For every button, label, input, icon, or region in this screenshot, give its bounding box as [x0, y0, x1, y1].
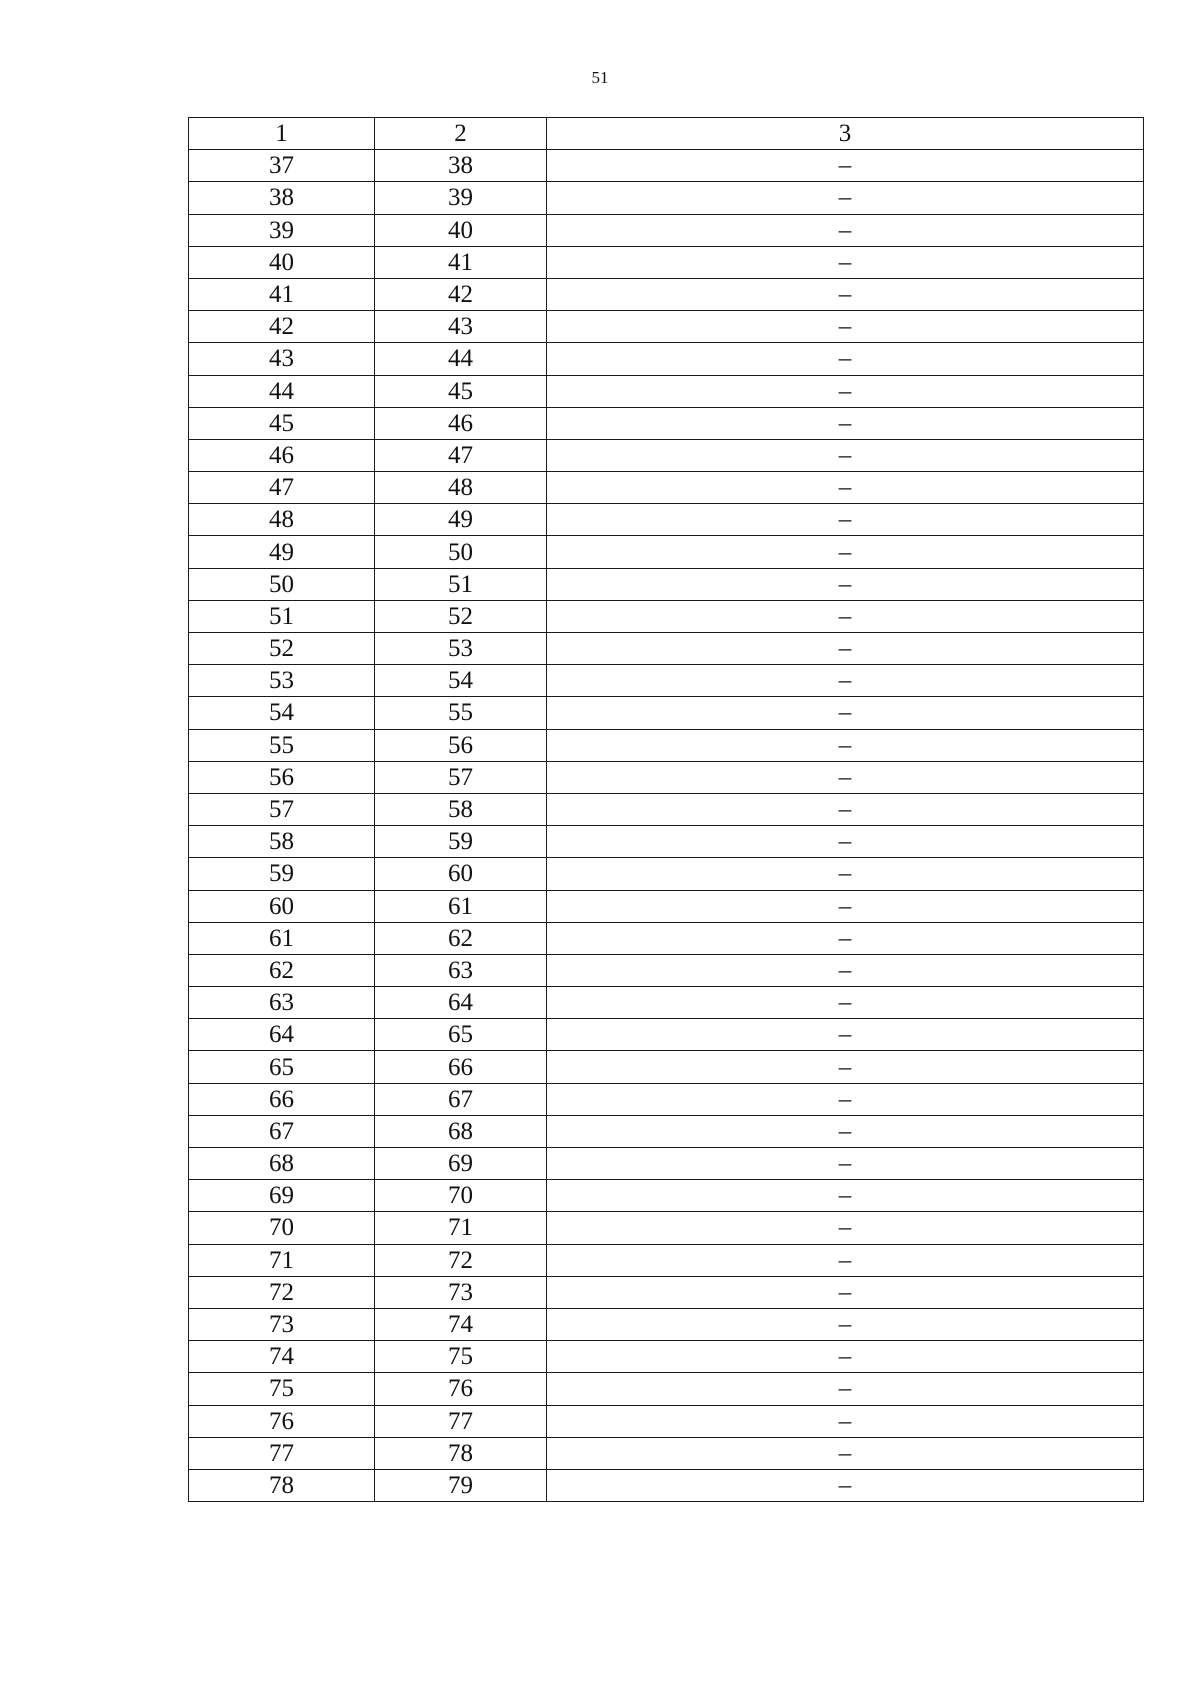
table-cell-col-3: – [547, 278, 1144, 310]
table-cell-col-3: – [547, 761, 1144, 793]
table-cell-col-1: 46 [189, 439, 375, 471]
table-cell-col-1: 44 [189, 375, 375, 407]
table-cell-col-1: 37 [189, 150, 375, 182]
table-cell-col-3: – [547, 472, 1144, 504]
table-row [189, 697, 1144, 729]
table-cell-col-1: 75 [189, 1373, 375, 1405]
table-row [189, 311, 1144, 343]
table-row [189, 954, 1144, 986]
table-cell-col-2: 51 [375, 568, 547, 600]
table-cell-col-3: – [547, 922, 1144, 954]
table-cell-col-3: – [547, 150, 1144, 182]
table-cell-col-1: 77 [189, 1437, 375, 1469]
table-cell-col-1: 68 [189, 1148, 375, 1180]
table-row [189, 1115, 1144, 1147]
table-cell-col-1: 62 [189, 954, 375, 986]
table-row [189, 1083, 1144, 1115]
column-header-3: 3 [547, 118, 1144, 150]
table-row [189, 1308, 1144, 1340]
table-cell-col-3: – [547, 1083, 1144, 1115]
column-header-2: 2 [375, 118, 547, 150]
table-cell-col-2: 67 [375, 1083, 547, 1115]
table-cell-col-3: – [547, 1244, 1144, 1276]
table-cell-col-2: 58 [375, 793, 547, 825]
table-row [189, 246, 1144, 278]
table-header-row [189, 118, 1144, 150]
table-cell-col-3: – [547, 182, 1144, 214]
table-cell-col-3: – [547, 954, 1144, 986]
table-cell-col-2: 73 [375, 1276, 547, 1308]
table-row [189, 761, 1144, 793]
table-cell-col-3: – [547, 1308, 1144, 1340]
table-cell-col-2: 65 [375, 1019, 547, 1051]
table-cell-col-2: 52 [375, 600, 547, 632]
table-cell-col-2: 64 [375, 987, 547, 1019]
table-cell-col-2: 77 [375, 1405, 547, 1437]
table-cell-col-3: – [547, 246, 1144, 278]
table-cell-col-2: 62 [375, 922, 547, 954]
table-cell-col-1: 70 [189, 1212, 375, 1244]
table-cell-col-1: 78 [189, 1469, 375, 1501]
table-cell-col-3: – [547, 1373, 1144, 1405]
table-row [189, 278, 1144, 310]
table-cell-col-1: 49 [189, 536, 375, 568]
table-cell-col-1: 47 [189, 472, 375, 504]
table-cell-col-1: 64 [189, 1019, 375, 1051]
table-cell-col-3: – [547, 1212, 1144, 1244]
table-cell-col-3: – [547, 311, 1144, 343]
table-cell-col-1: 59 [189, 858, 375, 890]
table-cell-col-2: 45 [375, 375, 547, 407]
column-header-1: 1 [189, 118, 375, 150]
table-cell-col-3: – [547, 214, 1144, 246]
table-cell-col-1: 41 [189, 278, 375, 310]
table-cell-col-1: 40 [189, 246, 375, 278]
table-cell-col-3: – [547, 665, 1144, 697]
table-cell-col-2: 42 [375, 278, 547, 310]
table-cell-col-3: – [547, 1148, 1144, 1180]
table-cell-col-3: – [547, 568, 1144, 600]
table-cell-col-1: 39 [189, 214, 375, 246]
table-cell-col-3: – [547, 600, 1144, 632]
table-cell-col-1: 51 [189, 600, 375, 632]
table-cell-col-2: 61 [375, 890, 547, 922]
table-row [189, 826, 1144, 858]
table-cell-col-1: 66 [189, 1083, 375, 1115]
table-cell-col-1: 42 [189, 311, 375, 343]
table-cell-col-2: 72 [375, 1244, 547, 1276]
table-cell-col-2: 74 [375, 1308, 547, 1340]
table-cell-col-2: 75 [375, 1341, 547, 1373]
table-row [189, 633, 1144, 665]
table-cell-col-1: 48 [189, 504, 375, 536]
table-cell-col-2: 79 [375, 1469, 547, 1501]
table-cell-col-2: 50 [375, 536, 547, 568]
table-cell-col-2: 56 [375, 729, 547, 761]
table-row [189, 665, 1144, 697]
table-row [189, 729, 1144, 761]
table-cell-col-3: – [547, 504, 1144, 536]
table-cell-col-3: – [547, 987, 1144, 1019]
table-row [189, 987, 1144, 1019]
table-row [189, 568, 1144, 600]
table-cell-col-1: 43 [189, 343, 375, 375]
table-cell-col-3: – [547, 1405, 1144, 1437]
table-cell-col-3: – [547, 343, 1144, 375]
table-row [189, 1405, 1144, 1437]
table-cell-col-2: 78 [375, 1437, 547, 1469]
table-row [189, 1437, 1144, 1469]
table-row [189, 793, 1144, 825]
table-cell-col-1: 50 [189, 568, 375, 600]
table-cell-col-2: 76 [375, 1373, 547, 1405]
table-cell-col-1: 63 [189, 987, 375, 1019]
table-cell-col-3: – [547, 729, 1144, 761]
table-row [189, 407, 1144, 439]
table-cell-col-2: 55 [375, 697, 547, 729]
table-cell-col-2: 41 [375, 246, 547, 278]
table-cell-col-2: 46 [375, 407, 547, 439]
table-cell-col-3: – [547, 407, 1144, 439]
table-cell-col-2: 44 [375, 343, 547, 375]
table-row [189, 858, 1144, 890]
data-table [188, 117, 1144, 1502]
table-cell-col-1: 69 [189, 1180, 375, 1212]
table-cell-col-3: – [547, 536, 1144, 568]
table-cell-col-1: 53 [189, 665, 375, 697]
table-row [189, 536, 1144, 568]
table-cell-col-1: 71 [189, 1244, 375, 1276]
table-cell-col-1: 58 [189, 826, 375, 858]
table-cell-col-1: 74 [189, 1341, 375, 1373]
table-row [189, 922, 1144, 954]
table-row [189, 1373, 1144, 1405]
table-row [189, 1276, 1144, 1308]
table-cell-col-2: 71 [375, 1212, 547, 1244]
table-cell-col-3: – [547, 697, 1144, 729]
table-row [189, 1051, 1144, 1083]
table-row [189, 182, 1144, 214]
table-cell-col-3: – [547, 1341, 1144, 1373]
table-row [189, 1212, 1144, 1244]
table-cell-col-3: – [547, 1469, 1144, 1501]
table-row [189, 439, 1144, 471]
table-cell-col-1: 76 [189, 1405, 375, 1437]
table-cell-col-1: 45 [189, 407, 375, 439]
table-cell-col-1: 61 [189, 922, 375, 954]
table-cell-col-2: 57 [375, 761, 547, 793]
table-cell-col-2: 49 [375, 504, 547, 536]
table-cell-col-1: 56 [189, 761, 375, 793]
table-row [189, 1244, 1144, 1276]
table-cell-col-1: 72 [189, 1276, 375, 1308]
table-row [189, 1341, 1144, 1373]
table-cell-col-2: 66 [375, 1051, 547, 1083]
table-cell-col-2: 48 [375, 472, 547, 504]
table-cell-col-2: 39 [375, 182, 547, 214]
table-cell-col-1: 67 [189, 1115, 375, 1147]
table-cell-col-2: 70 [375, 1180, 547, 1212]
table-cell-col-3: – [547, 1115, 1144, 1147]
table-cell-col-2: 40 [375, 214, 547, 246]
table-cell-col-2: 43 [375, 311, 547, 343]
table-cell-col-3: – [547, 793, 1144, 825]
table-cell-col-2: 60 [375, 858, 547, 890]
table-cell-col-1: 55 [189, 729, 375, 761]
table-cell-col-3: – [547, 1051, 1144, 1083]
table-cell-col-3: – [547, 375, 1144, 407]
table-row [189, 890, 1144, 922]
table-cell-col-2: 59 [375, 826, 547, 858]
table-cell-col-2: 54 [375, 665, 547, 697]
table-row [189, 343, 1144, 375]
table-cell-col-3: – [547, 890, 1144, 922]
table-cell-col-3: – [547, 826, 1144, 858]
table-cell-col-2: 69 [375, 1148, 547, 1180]
table-cell-col-3: – [547, 1437, 1144, 1469]
table-cell-col-2: 68 [375, 1115, 547, 1147]
table-cell-col-3: – [547, 1180, 1144, 1212]
table-row [189, 1469, 1144, 1501]
table-cell-col-1: 54 [189, 697, 375, 729]
table-cell-col-1: 73 [189, 1308, 375, 1340]
table-cell-col-1: 60 [189, 890, 375, 922]
table-cell-col-3: – [547, 1019, 1144, 1051]
table-row [189, 504, 1144, 536]
table-row [189, 1148, 1144, 1180]
table-cell-col-2: 63 [375, 954, 547, 986]
table-cell-col-1: 38 [189, 182, 375, 214]
table-row [189, 375, 1144, 407]
table-cell-col-3: – [547, 633, 1144, 665]
table-row [189, 1019, 1144, 1051]
table-row [189, 600, 1144, 632]
page-number: 51 [591, 68, 609, 87]
table-row [189, 1180, 1144, 1212]
table-cell-col-3: – [547, 858, 1144, 890]
table-row [189, 472, 1144, 504]
table-cell-col-2: 53 [375, 633, 547, 665]
table-row [189, 214, 1144, 246]
table-cell-col-1: 65 [189, 1051, 375, 1083]
table-cell-col-2: 38 [375, 150, 547, 182]
table-body [189, 150, 1144, 1502]
table-cell-col-1: 52 [189, 633, 375, 665]
table-cell-col-1: 57 [189, 793, 375, 825]
table-cell-col-3: – [547, 1276, 1144, 1308]
table-cell-col-2: 47 [375, 439, 547, 471]
table-cell-col-3: – [547, 439, 1144, 471]
table-header [189, 118, 1144, 150]
table-row [189, 150, 1144, 182]
